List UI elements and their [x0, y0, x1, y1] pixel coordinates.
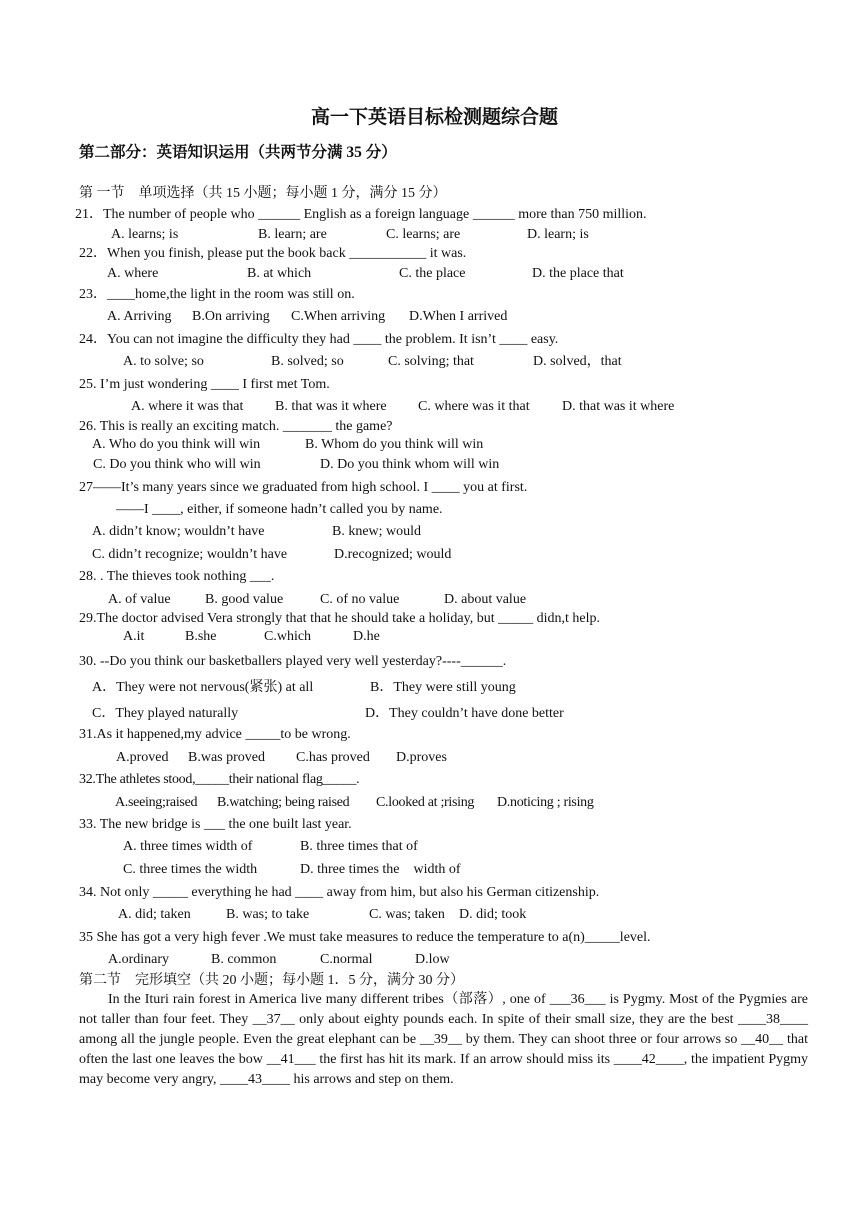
- question-32-option-d: D.noticing ; rising: [497, 795, 594, 810]
- question-28-option-d: D. about value: [444, 592, 527, 607]
- question-34-option-d: D. did; took: [459, 907, 527, 922]
- question-32-option-b: B.watching; being raised: [217, 795, 350, 810]
- question-35-stem: 35 She has got a very high fever .We must take measures to reduce the temperature to a(n)_____level.: [79, 930, 651, 945]
- question-25-option-b: B. that was it where: [275, 399, 387, 414]
- question-24-option-c: C. solving; that: [388, 354, 474, 369]
- question-29-option-b: B.she: [185, 629, 217, 644]
- question-23-option-c: C.When arriving: [291, 309, 386, 324]
- question-31-option-d: D.proves: [396, 750, 447, 765]
- question-31-option-a: A.proved: [116, 750, 169, 765]
- question-24-stem: 24．You can not imagine the difficulty they had ____ the problem. It isn’t ____ easy.: [79, 332, 559, 347]
- question-21-option-a: A. learns; is: [111, 227, 179, 242]
- question-22-stem: 22．When you finish, please put the book back ___________ it was.: [79, 246, 467, 261]
- question-29-option-c: C.which: [264, 629, 312, 644]
- question-30-option-a: A．They were not nervous(紧张) at all: [92, 680, 314, 695]
- question-31-option-b: B.was proved: [188, 750, 265, 765]
- question-24-option-b: B. solved; so: [271, 354, 344, 369]
- question-29-option-a: A.it: [123, 629, 145, 644]
- cloze-passage: In the Ituri rain forest in America live many different tribes（部落）, one of ___36___ is Pygmy. Most of the Pygmies are not taller than four feet. They __37__ only about eighty pounds each. In spite of their small size, they are the best ____38____ among all the jungle people. Even the great elephant can be __39__ by them. They can shoot three or four arrows so __40__ that often the last one leaves the bow __41___ the first has hit its mark. If an arrow should miss its ____42____, the impatient Pygmy may become very angry, ____43____ his arrows and step on them.: [79, 992, 808, 1087]
- question-35-option-c: C.normal: [320, 952, 373, 967]
- question-26-option-d: D. Do you think whom will win: [320, 457, 500, 472]
- section2-heading: 第二节 完形填空（共 20 小题；每小题 1．5 分，满分 30 分）: [79, 973, 464, 988]
- question-24-option-a: A. to solve; so: [123, 354, 204, 369]
- question-34-option-a: A. did; taken: [118, 907, 191, 922]
- question-25-option-a: A. where it was that: [131, 399, 244, 414]
- section1-heading: 第 一节 单项选择（共 15 小题；每小题 1 分，满分 15 分）: [79, 186, 447, 201]
- page-title: 高一下英语目标检测题综合题: [311, 107, 559, 128]
- question-30-option-b: B．They were still young: [370, 680, 516, 695]
- question-22-option-d: D. the place that: [532, 266, 624, 281]
- question-33-option-d: D. three times the width of: [300, 862, 461, 877]
- question-32-option-c: C.looked at ;rising: [376, 795, 475, 810]
- question-30-option-c: C．They played naturally: [92, 706, 239, 721]
- question-33-option-c: C. three times the width: [123, 862, 258, 877]
- question-21-option-c: C. learns; are: [386, 227, 461, 242]
- question-30-option-d: D．They couldn’t have done better: [365, 706, 564, 721]
- question-27-option-a: A. didn’t know; wouldn’t have: [92, 524, 265, 539]
- question-27-stem-reply: ——I ____, either, if someone hadn’t called you by name.: [116, 502, 443, 517]
- question-28-option-a: A. of value: [108, 592, 171, 607]
- question-30-stem: 30. --Do you think our basketballers played very well yesterday?----______.: [79, 654, 507, 669]
- question-21-stem: 21．The number of people who ______ English as a foreign language ______ more than 750 million.: [75, 207, 647, 222]
- question-35-option-d: D.low: [415, 952, 450, 967]
- question-28-stem: 28. . The thieves took nothing ___.: [79, 569, 275, 584]
- question-33-option-b: B. three times that of: [300, 839, 418, 854]
- question-25-option-d: D. that was it where: [562, 399, 675, 414]
- question-33-option-a: A. three times width of: [123, 839, 253, 854]
- question-23-option-b: B.On arriving: [192, 309, 270, 324]
- question-26-option-b: B. Whom do you think will win: [305, 437, 484, 452]
- question-35-option-b: B. common: [211, 952, 277, 967]
- question-31-option-c: C.has proved: [296, 750, 370, 765]
- question-33-stem: 33. The new bridge is ___ the one built last year.: [79, 817, 352, 832]
- question-27-option-d: D.recognized; would: [334, 547, 452, 562]
- question-22-option-b: B. at which: [247, 266, 312, 281]
- question-26-option-a: A. Who do you think will win: [92, 437, 261, 452]
- question-23-option-a: A. Arriving: [107, 309, 172, 324]
- question-22-option-a: A. where: [107, 266, 159, 281]
- question-27-option-c: C. didn’t recognize; wouldn’t have: [92, 547, 288, 562]
- question-34-option-c: C. was; taken: [369, 907, 445, 922]
- question-23-option-d: D.When I arrived: [409, 309, 508, 324]
- question-28-option-b: B. good value: [205, 592, 284, 607]
- question-21-option-b: B. learn; are: [258, 227, 327, 242]
- question-34-option-b: B. was; to take: [226, 907, 310, 922]
- question-23-stem: 23．____home,the light in the room was still on.: [79, 287, 355, 302]
- question-24-option-d: D. solved，that: [533, 354, 622, 369]
- question-25-stem: 25. I’m just wondering ____ I first met Tom.: [79, 377, 330, 392]
- question-35-option-a: A.ordinary: [108, 952, 170, 967]
- question-34-stem: 34. Not only _____ everything he had ____ away from him, but also his German citizenship.: [79, 885, 600, 900]
- question-31-stem: 31.As it happened,my advice _____to be wrong.: [79, 727, 351, 742]
- question-21-option-d: D. learn; is: [527, 227, 589, 242]
- question-27-stem: 27——It’s many years since we graduated from high school. I ____ you at first.: [79, 480, 528, 495]
- question-29-option-d: D.he: [353, 629, 380, 644]
- part-heading: 第二部分：英语知识运用（共两节分满 35 分）: [79, 144, 397, 161]
- question-26-option-c: C. Do you think who will win: [93, 457, 261, 472]
- question-27-option-b: B. knew; would: [332, 524, 422, 539]
- question-29-stem: 29.The doctor advised Vera strongly that that he should take a holiday, but _____ didn,t help.: [79, 611, 601, 626]
- question-22-option-c: C. the place: [399, 266, 466, 281]
- question-25-option-c: C. where was it that: [418, 399, 530, 414]
- question-28-option-c: C. of no value: [320, 592, 400, 607]
- question-32-option-a: A.seeing;raised: [115, 795, 198, 810]
- question-32-stem: 32.The athletes stood,_____their national flag_____.: [79, 772, 360, 787]
- question-26-stem: 26. This is really an exciting match. _______ the game?: [79, 419, 393, 434]
